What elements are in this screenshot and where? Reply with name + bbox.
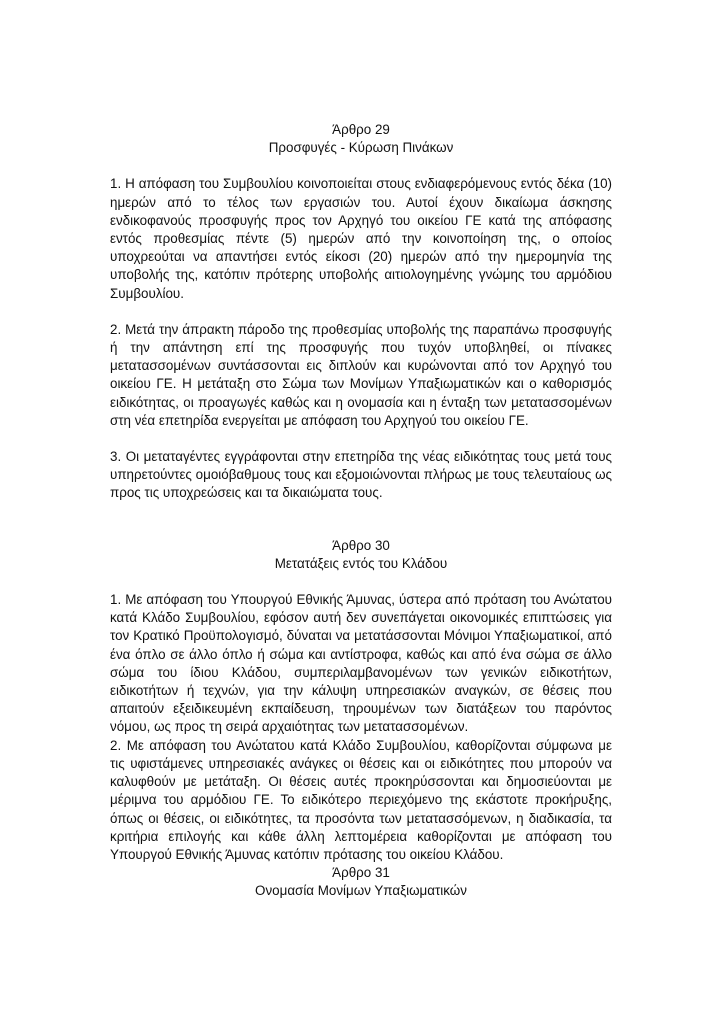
article-29-paragraph-1: 1. Η απόφαση του Συμβουλίου κοινοποιείται στους ενδιαφερόμενους εντός δέκα (10) ημερών από το τέλος των εργασιών του. Αυτοί έχουν δικαίωμα άσκησης ενδικοφανούς προσφυγής προς τον Αρχηγό του οικείου ΓΕ κατά της απόφασης εντός προθεσμίας πέντε (5) ημερών από την κοινοποίηση της, ο οποίος υποχρεούται να απαντήσει εντός είκοσι (20) ημερών από την ημερομηνία της υποβολής της, κατόπιν πρότερης υποβολής αιτιολογημένης γνώμης του αρμόδιου Συμβουλίου.	[110, 176, 612, 301]
article-29-paragraph-2: 2. Μετά την άπρακτη πάροδο της προθεσμίας υποβολής της παραπάνω προσφυγής ή την απάντηση επί της προσφυγής που τυχόν υποβληθεί, οι πίνακες μετατασσομένων συντάσσονται εις διπλούν και κυρώνονται από τον Αρχηγό του οικείου ΓΕ. Η μετάταξη στο Σώμα των Μονίμων Υπαξιωματικών και ο καθορισμός ειδικότητας, οι προαγωγές καθώς και η ονομασία και η ένταξη των μετατασσομένων στη νέα επετηρίδα ενεργείται με απόφαση του Αρχηγού του οικείου ΓΕ.	[110, 321, 612, 428]
article-29-title: Προσφυγές - Κύρωση Πινάκων	[268, 140, 454, 156]
article-30-number: Άρθρο 30	[332, 537, 390, 553]
document-page	[110, 121, 612, 901]
article-30-paragraph-2: 2. Με απόφαση του Ανώτατου κατά Κλάδο Συμβουλίου, καθορίζονται σύμφωνα με τις υφιστάμενες υπηρεσιακές ανάγκες οι θέσεις και οι ειδικότητες που μπορούν να καλυφθούν με μετάταξη. Οι θέσεις αυτές προκηρύσσονται και δημοσιεύονται με μέριμνα του αρμόδιου ΓΕ. Το ειδικότερο περιεχόμενο της εκάστοτε προκήρυξης, όπως οι θέσεις, οι ειδικότητες, τα προσόντα των μετατασσόμενων, η διαδικασία, τα κριτήρια επιλογής και κάθε άλλη λεπτομέρεια καθορίζονται με απόφαση του Υπουργού Εθνικής Άμυνας κατόπιν πρότασης του οικείου Κλάδου.	[110, 737, 612, 862]
article-30-title: Μετατάξεις εντός του Κλάδου	[274, 555, 448, 571]
article-30-paragraph-1: 1. Με απόφαση του Υπουργού Εθνικής Άμυνας, ύστερα από πρόταση του Ανώτατου κατά Κλάδο Συμβουλίου, εφόσον αυτή δεν συνεπάγεται οικονομικές επιπτώσεις για τον Κρατικό Προϋπολογισμό, δύναται να μετατάσσονται Μόνιμοι Υπαξιωματικοί, από ένα όπλο σε άλλο όπλο ή σώμα και αντίστροφα, καθώς και από ένα σώμα σε άλλο σώμα του ίδιου Κλάδου, συμπεριλαμβανομένων των γενικών ειδικοτήτων, ειδικοτήτων ή τεχνών, για την κάλυψη υπηρεσιακών αναγκών, σε θέσεις που απαιτούν εξειδικευμένη εκπαίδευση, τηρουμένων των διατάξεων του παρόντος νόμου, ως προς τη σειρά αρχαιότητας των μετατασσομένων.	[110, 592, 612, 735]
article-31-title: Ονομασία Μονίμων Υπαξιωματικών	[255, 883, 467, 899]
article-29-paragraph-3: 3. Οι μεταταγέντες εγγράφονται στην επετηρίδα της νέας ειδικότητας τους μετά τους υπηρετούντες ομοιόβαθμους τους και εξομοιώνονται πλήρως με τους τελευταίους ως προς τις υποχρεώσεις και τα δικαιώματα τους.	[110, 449, 612, 501]
article-31-number: Άρθρο 31	[332, 865, 390, 881]
article-29-number: Άρθρο 29	[332, 122, 390, 137]
